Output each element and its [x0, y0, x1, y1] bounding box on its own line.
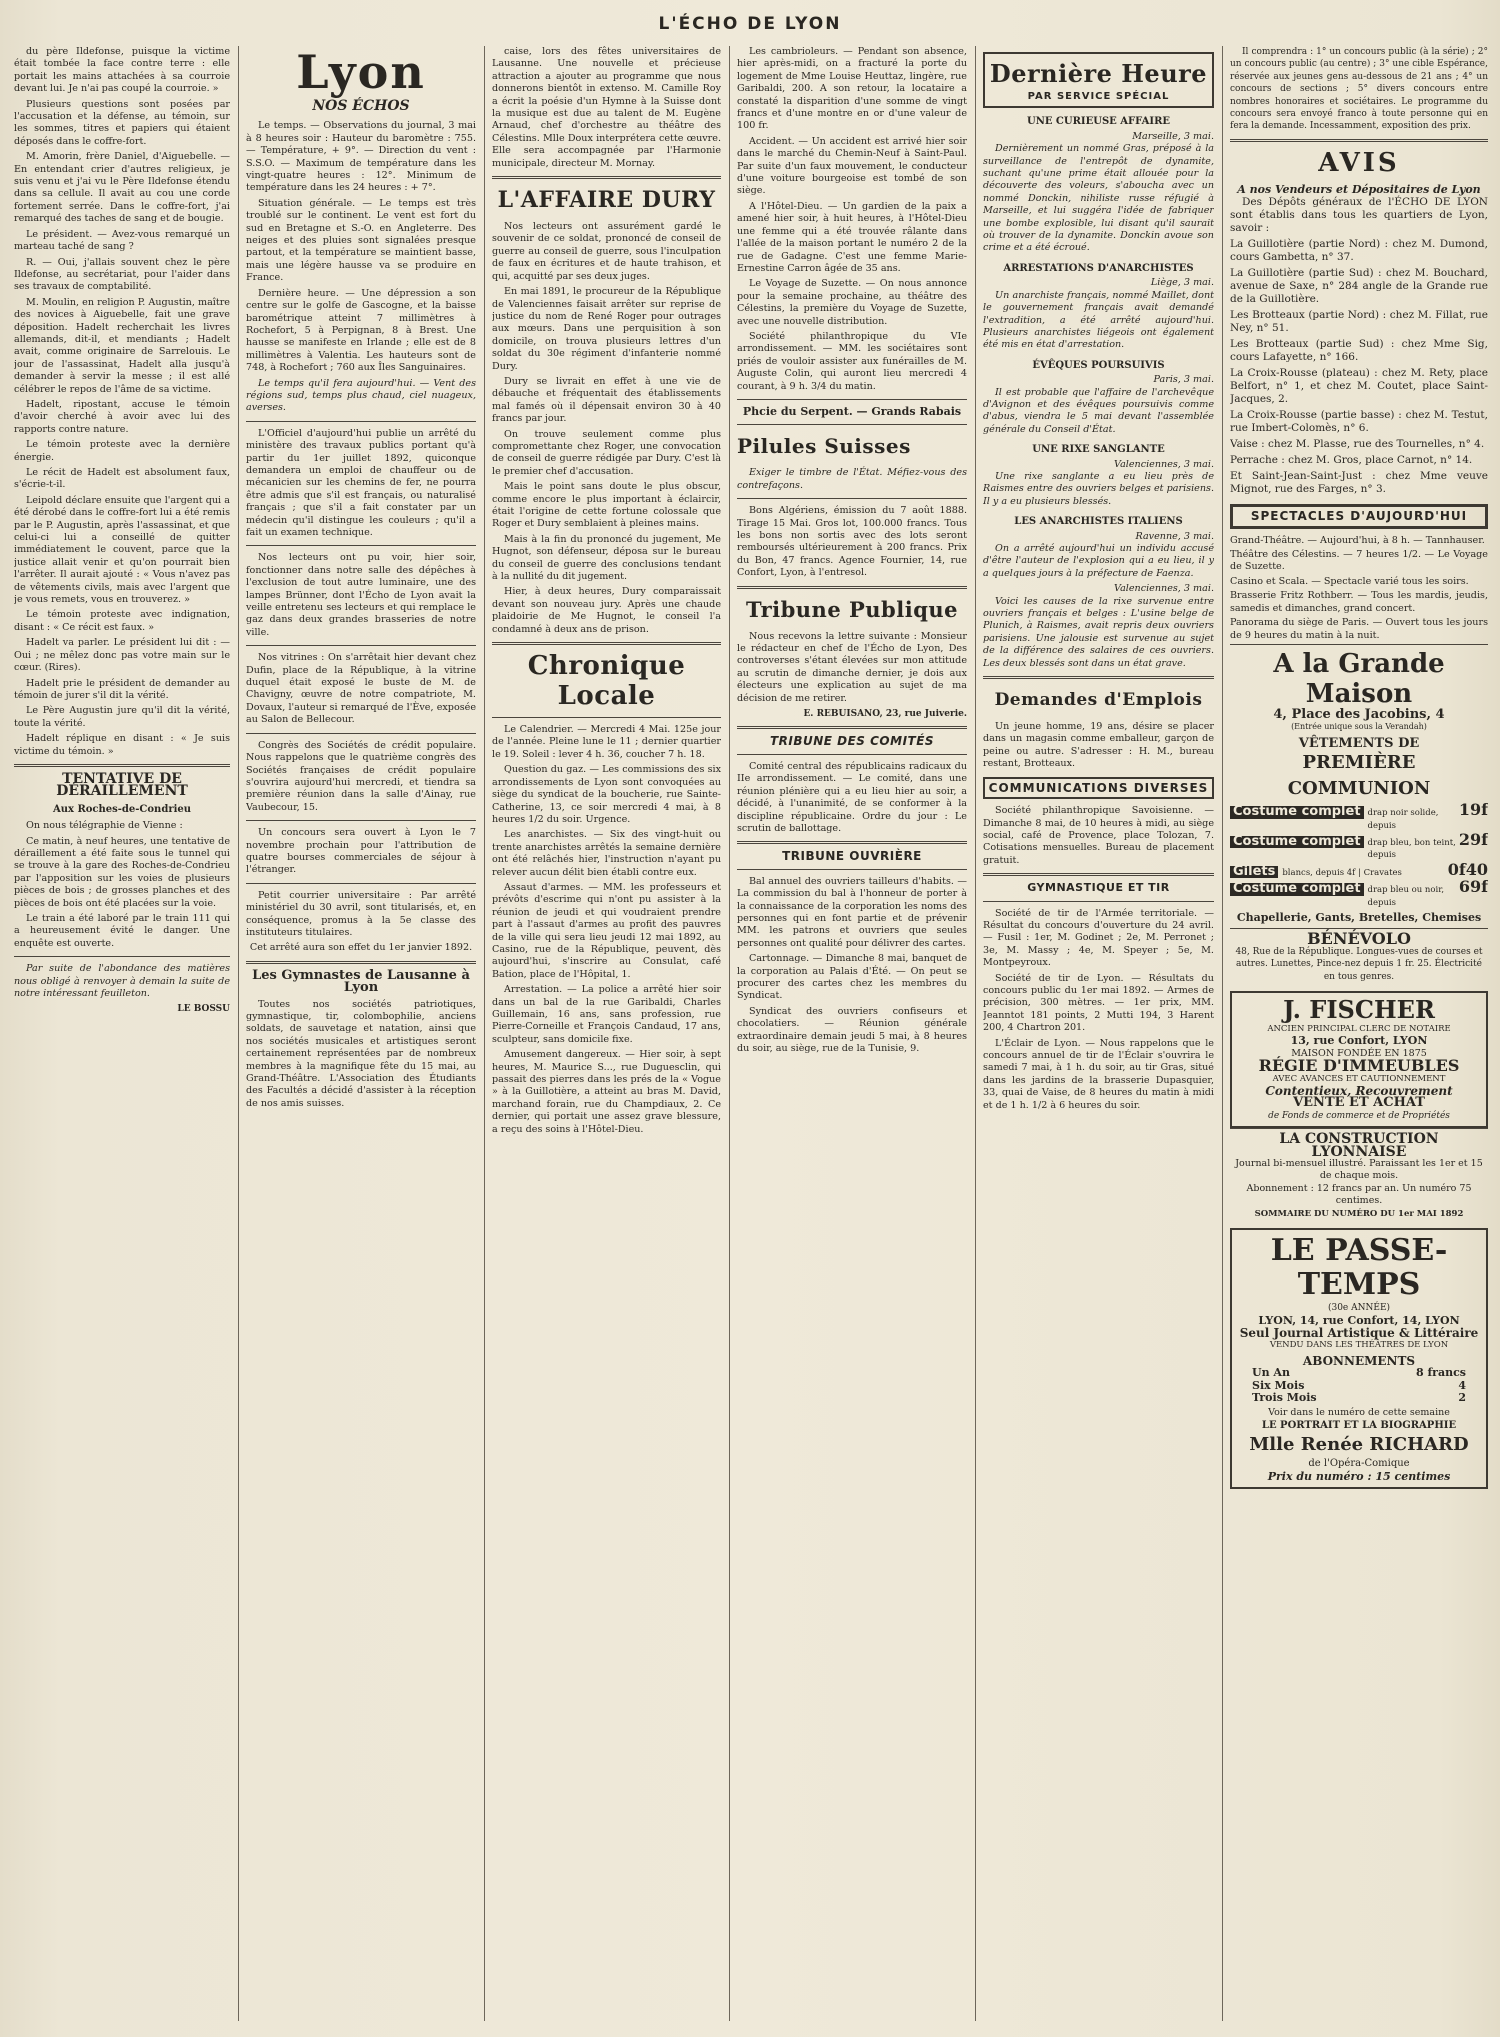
- advert-grande-maison: [1230, 644, 1488, 928]
- advert-text: Contentieux, Recouvrement: [1265, 1084, 1453, 1099]
- section-heading: COMMUNICATIONS DIVERSES: [988, 780, 1209, 795]
- paragraph: Le Voyage de Suzette. — On nous annonce pour la semaine prochaine, au théâtre des Célestins, la première du Voyage de Suzette, avec une nouvelle distribution.: [737, 278, 967, 327]
- advert-heading: Pilules Suisses: [737, 434, 911, 459]
- paragraph: Hadelt prie le président de demander au témoin de jurer s'il dit la vérité.: [14, 677, 230, 701]
- paragraph: Un anarchiste français, nommé Maillet, dont le gouvernement français avait demandé l'extradition, a été arrêté aujourd'hui. Plusieurs anarchistes liégeois ont également été mis en état d'arrestation.: [983, 289, 1214, 351]
- paragraph: Le récit de Hadelt est absolument faux, s'écrie-t-il.: [14, 467, 230, 491]
- notice-heading: AVIS: [1318, 147, 1400, 178]
- section-title: Lyon: [296, 46, 426, 99]
- advert-text: ANCIEN PRINCIPAL CLERC DE NOTAIRE: [1267, 1024, 1451, 1034]
- column-rule: [484, 46, 485, 2021]
- paragraph: Accident. — Un accident est arrivé hier soir dans le marché du Chemin-Neuf à Saint-Paul. Par suite d'un faux mouvement, le conducteur d'une voiture bourgeoise est tombé de son siège.: [737, 135, 967, 197]
- depot-item: La Guillotière (partie Nord) : chez M. Dumond, cours Gambetta, n° 37.: [1230, 238, 1488, 264]
- advert-text: Journal bi-mensuel illustré. Paraissant les 1er et 15 de chaque mois.: [1235, 1158, 1483, 1182]
- paragraph: R. — Oui, j'allais souvent chez le père Ildefonse, au secrétariat, pour l'aider dans ses travaux de comptabilité.: [14, 256, 230, 293]
- paragraph: M. Amorin, frère Daniel, d'Aiguebelle. — En entendant crier d'autres religieux, je suis venu et j'ai vu le Père Ildefonse étendu dans sa cellule. Il avait au cou une corde fortement serrée. Dans le coffre-fort, j'ai remarqué des taches de sang et de bougie.: [14, 151, 230, 225]
- price-label: Costume complet: [1230, 806, 1364, 818]
- breaking-news-box: [983, 52, 1214, 108]
- signature: E. REBUISANO, 23, rue Juiverie.: [803, 709, 967, 720]
- paragraph: Société philanthropique Savoisienne. — Dimanche 8 mai, de 10 heures à midi, au siège social, café de Provence, place Tolozan, 7. Cotisations mensuelles. Bureau de placement gratuit.: [983, 805, 1214, 866]
- article-heading: ARRESTATIONS D'ANARCHISTES: [1003, 262, 1194, 274]
- paragraph: Un concours sera ouvert à Lyon le 7 novembre prochain pour l'attribution de quatre bourses commerciales de séjour à l'étranger.: [246, 827, 476, 876]
- price-desc: drap noir solide, depuis: [1367, 808, 1439, 831]
- advert-footer: Chapellerie, Gants, Bretelles, Chemises: [1236, 910, 1482, 924]
- paragraph: Mais à la fin du prononcé du jugement, Me Hugnot, son défenseur, déposa sur le bureau du conseil de guerre des conclusions tendant à la nullité du dit jugement.: [492, 533, 721, 583]
- section-heading: Demandes d'Emplois: [994, 690, 1203, 711]
- advert-text: AVEC AVANCES ET CAUTIONNEMENT: [1272, 1073, 1446, 1084]
- advert-title: BÉNÉVOLO: [1307, 929, 1411, 949]
- paragraph: Dernièrement un nommé Gras, préposé à la surveillance de l'entrepôt de dynamite, suchant qu'une prime était allouée pour la découverte des voleurs, s'aboucha avec un nommé Donckin, nihiliste russe réfugié à Marseille, et lui suggéra l'idée de fabriquer une bombe explosible, lui disant qu'il saurait où trouver de la dynamite. Donckin avoue son crime et a été écroué.: [983, 143, 1214, 254]
- article-heading: Les Gymnastes de Lausanne à Lyon: [252, 967, 470, 996]
- paragraph: Société de tir de Lyon. — Résultats du concours public du 1er mai 1892. — Armes de précision, 300 mètres. — 1er prix, MM. Jeanntot 181 points, 2 Mutti 194, 3 Harent 200, 4 Chartron 201.: [983, 972, 1214, 1034]
- subscription-price: 4: [1458, 1378, 1466, 1392]
- spectacle-item: Brasserie Fritz Rothberr. — Tous les mardis, jeudis, samedis et dimanches, grand concert.: [1230, 590, 1488, 614]
- paragraph: On trouve seulement comme plus compromettante chez Roger, une convocation de conseil de guerre rédigée par Dury. C'est là le premier chef d'accusation.: [492, 428, 721, 477]
- depot-item: Et Saint-Jean-Saint-Just : chez Mme veuve Mignot, rue des Farges, n° 3.: [1230, 470, 1488, 496]
- paragraph: Le Calendrier. — Mercredi 4 Mai. 125e jour de l'année. Pleine lune le 11 ; dernier quartier le 19. Soleil : lever 4 h. 36, coucher 7 h. 18.: [492, 724, 721, 760]
- paragraph: Arrestation. — La police a arrêté hier soir dans un bal de la rue Garibaldi, Charles Guillemain, 16 ans, sans profession, rue Pierre-Corneille et François Candaud, 17 ans, sculpteur, sans domicile fixe.: [492, 984, 721, 1045]
- column-rule: [729, 46, 730, 2021]
- subscription-label: Un An: [1252, 1366, 1290, 1380]
- paragraph: Assaut d'armes. — MM. les professeurs et prévôts d'escrime qui n'ont pu assister à la réunion de jeudi et qui voudraient prendre part à l'assaut d'armes au profit des pauvres de la ville qui sera lieu jeudi 12 mai 1892, au Casino, rue de la République, peuvent, dès aujourd'hui, s'inscrire au Consulat, café Bation, place de l'Hôpital, 1.: [492, 881, 721, 980]
- paragraph: Cartonnage. — Dimanche 8 mai, banquet de la corporation au Palais d'Été. — On peut se procurer des cartes chez les membres du Syndicat.: [737, 953, 967, 1002]
- advert-text: LE PORTRAIT ET LA BIOGRAPHIE: [1261, 1419, 1457, 1431]
- article-heading: ÉVÊQUES POURSUIVIS: [1032, 359, 1165, 371]
- divider: [983, 873, 1214, 876]
- subscription-label: Trois Mois: [1252, 1390, 1317, 1404]
- paragraph: Situation générale. — Le temps est très troublé sur le continent. Le vent est fort du sud en Bretagne et S.-O. en Angleterre. Des neiges et des pluies sont signalées presque partout, et la température se maintient basse, mais une légère hausse va se produire en France.: [246, 197, 476, 284]
- paragraph: Congrès des Sociétés de crédit populaire. Nous rappelons que le quatrième congrès des Sociétés françaises de crédit populaire s'ouvrira aujourd'hui mercredi, et tiendra sa première réunion dans la salle d'Ainay, rue Vaubecour, 15.: [246, 739, 476, 813]
- article-heading: TENTATIVE DE DÉRAILLEMENT: [56, 770, 188, 800]
- depot-item: Vaise : chez M. Plasse, rue des Tournelles, n° 4.: [1230, 438, 1485, 451]
- price-value: 29f: [1458, 829, 1488, 849]
- advert-text: Abonnement : 12 francs par an. Un numéro 75 centimes.: [1246, 1182, 1472, 1207]
- spectacles-list: [1230, 535, 1488, 642]
- paragraph: Hadelt, ripostant, accuse le témoin d'avoir cherché à avoir avec lui des rapports contre nature.: [14, 398, 230, 435]
- paragraph: Exiger le timbre de l'État. Méfiez-vous des contrefaçons.: [737, 467, 967, 491]
- divider: [14, 764, 230, 767]
- article-subheading: Aux Roches-de-Condrieu: [52, 803, 192, 815]
- divider: [246, 961, 476, 964]
- article-heading: UNE RIXE SANGLANTE: [1032, 444, 1165, 456]
- paragraph: A l'Hôtel-Dieu. — Un gardien de la paix a amené hier soir, à huit heures, à l'Hôtel-Dieu une femme qui a été trouvée râlante dans l'allée de la maison portant le numéro 2 de la rue de Gadagne. C'est une femme Marie-Ernestine Carron âgée de 35 ans.: [737, 200, 967, 274]
- section-box: [1230, 504, 1488, 528]
- paragraph: L'Éclair de Lyon. — Nous rappelons que le concours annuel de tir de l'Éclair s'ouvrira le samedi 7 mai, à 1 h. du soir, au tir Gras, situé dans les jardins de la brasserie Dupasquier, 33, quai de Vaise, de 8 heures du matin à midi et de 1 h. 1/2 à 6 heures du soir.: [983, 1037, 1214, 1111]
- paragraph: Toutes nos sociétés patriotiques, gymnastique, tir, colombophilie, anciens soldats, de sauvetage et natation, ainsi que nos sociétés musicales et artistiques seront certainement représentées par de nombreux membres à la magnifique fête du 15 mai, au Grand-Théâtre. L'Association des Étudiants des Facultés a décidé d'assister à la réception de nos amis suisses.: [246, 998, 476, 1109]
- section-subtitle: NOS ÉCHOS: [312, 98, 410, 114]
- advert-text: 48, Rue de la République. Longues-vues de courses et autres. Lunettes, Pince-nez depuis 1 fr. 25. Électricité en tous genres.: [1235, 946, 1483, 982]
- paragraph: Voici les causes de la rixe survenue entre ouvriers français et belges : L'usine belge de Plunich, à Raismes, avait repris deux ouvriers parisiens. Une jalousie est survenue au sujet de la différence des salaires de ces ouvriers. Les deux blessés sont dans un état grave.: [983, 595, 1214, 669]
- advert-text: Prix du numéro : 15 centimes: [1267, 1469, 1451, 1483]
- paragraph: Mais le point sans doute le plus obscur, comme encore le plus important à éclaircir, était l'origine de cette fortune colossale que Roger et Dury semblaient à pleines mains.: [492, 481, 721, 530]
- section-heading: Tribune Publique: [745, 596, 959, 622]
- paragraph: Cet arrêté aura son effet du 1er janvier 1892.: [249, 942, 473, 954]
- paragraph: Le témoin proteste avec la dernière énergie.: [14, 439, 230, 463]
- subscription-price: 8 francs: [1415, 1366, 1466, 1380]
- paragraph: Un jeune homme, 19 ans, désire se placer dans un magasin comme emballeur, garçon de peine ou autre. S'adresser : H. M., bureau restant, Brotteaux.: [983, 721, 1214, 770]
- paragraph: Dury se livrait en effet à une vie de débauche et fréquentait des établissements mal famés où il dépensait environ 30 à 40 francs par jour.: [492, 375, 721, 425]
- paragraph: Nos lecteurs ont assurément gardé le souvenir de ce soldat, prononcé de conseil de guerre au conseil de guerre, sous l'inculpation de faux en écritures et de haute trahison, et qui, acquitté par ses deux juges.: [492, 221, 721, 282]
- paragraph: Hadelt réplique en disant : « Je suis victime du témoin. »: [14, 733, 230, 757]
- column-rule: [238, 46, 239, 2021]
- paragraph: Le témoin proteste avec indignation, disant : « Ce récit est faux. »: [14, 609, 230, 633]
- divider: [737, 424, 967, 425]
- advert-text: de Fonds de commerce et de Propriétés: [1268, 1110, 1450, 1121]
- advert-address: 4, Place des Jacobins, 4: [1273, 706, 1445, 722]
- advert-title: LA CONSTRUCTION LYONNAISE: [1279, 1131, 1439, 1160]
- column-5: [983, 46, 1214, 2021]
- section-box: [983, 777, 1214, 799]
- price-desc: drap bleu, bon teint, depuis: [1367, 837, 1456, 861]
- advert-text: Voir dans le numéro de cette semaine: [1268, 1407, 1450, 1419]
- advert-subtitle: PREMIÈRE COMMUNION: [1287, 752, 1431, 800]
- paragraph: Les anarchistes. — Six des vingt-huit ou trente anarchistes arrêtés la semaine dernière ont été relâchés hier, l'instruction n'ayant pu relever aucun délit bien établi contre eux.: [492, 829, 721, 878]
- paragraph: Société de tir de l'Armée territoriale. — Résultat du concours d'ouverture du 24 avril. — Fusil : 1er, M. Godinet ; 2e, M. Perronet ; 3e, M. Massy ; 4e, M. Speyer ; 5e, M. Montpeyroux.: [983, 907, 1214, 969]
- paragraph: Le président. — Avez-vous remarqué un marteau taché de sang ?: [14, 228, 230, 253]
- divider: [492, 717, 721, 718]
- advert-subtitle: RÉGIE D'IMMEUBLES: [1258, 1056, 1460, 1076]
- paragraph: Nous recevons la lettre suivante : Monsieur le rédacteur en chef de l'Écho de Lyon, Des controverses s'étant élevées sur mon attitude au scrutin de dimanche dernier, je dois aux électeurs une explication au sujet de ma décision de me retirer.: [737, 630, 967, 704]
- divider: [246, 545, 476, 546]
- price-row: [1230, 877, 1488, 909]
- notice-subheading: A nos Vendeurs et Dépositaires de Lyon: [1237, 182, 1481, 196]
- column-2: [246, 46, 476, 2021]
- paragraph: M. Moulin, en religion P. Augustin, maître des novices à Aiguebelle, fait une grave déposition. Hadelt recherchait les livres allemands, dit-il, et mendiants ; Hadelt avait, comme originaire de Sarrelouis. Le jour de l'assassinat, Hadelt alla jusqu'à demander à servir la messe ; il est allé célébrer le repos de l'âme de sa victime.: [14, 296, 230, 395]
- dateline: Ravenne, 3 mai.: [1135, 530, 1214, 542]
- signature: LE BOSSU: [177, 1004, 230, 1015]
- price-row: [1230, 829, 1488, 862]
- advert-construction: [1230, 1128, 1488, 1224]
- column-3: [492, 46, 721, 2021]
- paragraph: Le temps. — Observations du journal, 3 mai à 8 heures soir : Hauteur du baromètre : 755. — Température, + 9°. — Direction du vent : S.S.O. — Maximum de température dans les vingt-quatre heures : 12°. Minimum de température dans les 24 heures : + 7°.: [246, 120, 476, 194]
- advert-text: SOMMAIRE DU NUMÉRO DU 1er MAI 1892: [1254, 1208, 1464, 1219]
- section-heading: TRIBUNE DES COMITÉS: [769, 734, 935, 749]
- divider: [246, 820, 476, 821]
- advert-benevolo: [1230, 928, 1488, 987]
- divider: [492, 176, 721, 179]
- paragraph: On nous télégraphie de Vienne :: [26, 820, 183, 832]
- price-label: Costume complet: [1230, 836, 1364, 848]
- article-heading: LES ANARCHISTES ITALIENS: [1014, 516, 1183, 528]
- paragraph: Il est probable que l'affaire de l'archevêque d'Avignon et des évêques poursuivis comme d'abus, viendra le 5 mai devant l'assemblée générale du Conseil d'État.: [983, 386, 1214, 435]
- advert-passe-temps: [1230, 1228, 1488, 1489]
- advert-text: VENDU DANS LES THÉÂTRES DE LYON: [1269, 1340, 1449, 1351]
- paragraph: Le train a été laboré par le train 111 qui a heureusement évité le danger. Une enquête est ouverte.: [14, 913, 230, 949]
- paragraph: du père Ildefonse, puisque la victime était tombée la face contre terre : elle portait les mains attachées à sa courroie devant lui. Je n'ai pas coupé la courroie. »: [14, 46, 230, 95]
- price-label: Costume complet: [1230, 883, 1364, 895]
- divider: [737, 498, 967, 499]
- paragraph: Nos vitrines : On s'arrêtait hier devant chez Dufin, place de la République, à la vitrine duquel était exposé le buste de M. de Chavigny, œuvre de notre compatriote, M. Dovaux, l'auteur si remarqué de l'Ève, exposée au Salon de Bellecour.: [246, 652, 476, 726]
- paragraph: Une rixe sanglante a eu lieu près de Raismes entre des ouvriers belges et parisiens. Il y a eu plusieurs blessés.: [983, 470, 1214, 507]
- paragraph: Bons Algériens, émission du 7 août 1888. Tirage 15 Mai. Gros lot, 100.000 francs. Tous les bons non sortis avec des lots seront remboursés ultérieurement à 200 francs. Prix du Bon, 47 francs. Agence Fournier, 14, rue Confort, Lyon, à l'entresol.: [737, 505, 967, 579]
- advert-address: 13, rue Confort, LYON: [1290, 1034, 1428, 1048]
- divider: [983, 676, 1214, 679]
- advert-title: A la Grande Maison: [1273, 648, 1445, 709]
- spectacle-item: Grand-Théâtre. — Aujourd'hui, à 8 h. — Tannhauser.: [1230, 534, 1485, 546]
- advert-subtitle: ABONNEMENTS: [1302, 1353, 1416, 1368]
- dateline: Liège, 3 mai.: [1150, 277, 1214, 289]
- divider: [246, 645, 476, 646]
- divider: [737, 399, 967, 400]
- divider: [246, 421, 476, 422]
- paragraph: Petit courrier universitaire : Par arrêté ministériel du 30 avril, sont titularisés, et, en conséquence, promus à la 5e classe des instituteurs titulaires.: [246, 889, 476, 938]
- advert-title: LE PASSE-TEMPS: [1270, 1233, 1448, 1303]
- divider: [737, 754, 967, 755]
- depot-item: Les Brotteaux (partie Nord) : chez M. Fillat, rue Ney, n° 51.: [1230, 309, 1488, 335]
- paragraph: caise, lors des fêtes universitaires de Lausanne. Une nouvelle et précieuse attraction a ajouter au programme que nous donnerons bientôt in extenso. M. Camille Roy a écrit la poésie d'un Hymne à la Suisse dont la musique est due au talent de M. Eugène Arnaud, chef d'orchestre au théâtre des Célestins. Mlle Doux interprétera cette œuvre. Elle sera accompagnée par l'Harmonie municipale, directeur M. Mornay.: [492, 46, 721, 169]
- advert-subtitle: Seul Journal Artistique & Littéraire: [1239, 1325, 1479, 1340]
- subscription-row: [1252, 1367, 1466, 1379]
- price-label: Gilets: [1230, 866, 1278, 878]
- paragraph: Question du gaz. — Les commissions des six arrondissements de Lyon sont convoquées au siège du syndicat de la boucherie, rue Sainte-Catherine, 13, ce soir mercredi 4 mai, à 8 heures 1/2 du soir. Urgence.: [492, 764, 721, 825]
- advert-address: LYON, 14, rue Confort, 14, LYON: [1258, 1313, 1460, 1327]
- masthead: L'ÉCHO DE LYON: [658, 14, 842, 34]
- paragraph: Dernière heure. — Une dépression a son centre sur le golfe de Gascogne, et la baisse barométrique atteint 7 millimètres à Rochefort, 5 à Perpignan, 8 à Brest. Une hausse se manifeste en Irlande ; elle est de 8 millimètres à Valentia. Les hauteurs sont de 748, à Rochefort ; 760 aux Îles Sanguinaires.: [246, 287, 476, 374]
- price-value: 0f40: [1447, 859, 1488, 879]
- section-heading: GYMNASTIQUE ET TIR: [1027, 881, 1170, 895]
- column-4: [737, 46, 967, 2021]
- depot-list: [1230, 238, 1488, 496]
- price-value: 69f: [1458, 877, 1488, 897]
- paragraph: Bal annuel des ouvriers tailleurs d'habits. — La commission du bal à l'honneur de porter à la connaissance de la corporation les noms des personnes qui en font partie et de prévenir MM. les patrons et ouvriers que seules personnes ont qualité pour délivrer des cartes.: [737, 875, 967, 949]
- dateline: Valenciennes, 3 mai.: [1114, 458, 1214, 470]
- column-6: [1230, 46, 1488, 2021]
- advert-note: (Entrée unique sous la Verandah): [1291, 722, 1427, 732]
- paragraph: Amusement dangereux. — Hier soir, à sept heures, M. Maurice S..., rue Duguesclin, qui passait des pierres dans les prés de la « Vogue » à la Guillotière, a atteint au bras M. David, marchand forain, rue du Champdiaux, 2. Ce dernier, qui portait une assez grave blessure, a reçu des soins à l'Hôtel-Dieu.: [492, 1049, 721, 1135]
- article-heading: UNE CURIEUSE AFFAIRE: [1026, 116, 1171, 128]
- paragraph: Comité central des républicains radicaux du IIe arrondissement. — Le comité, dans une réunion plénière qui a eu lieu hier au soir, a décidé, à l'unanimité, de se conformer à la discipline républicaine. Ordre du jour : Le scrutin de ballottage.: [737, 760, 967, 834]
- article-heading: L'AFFAIRE DURY: [497, 187, 716, 214]
- advert-subtitle: VÊTEMENTS DE: [1298, 735, 1420, 751]
- price-row: [1230, 859, 1488, 879]
- paragraph: Société philanthropique du VIe arrondissement. — MM. les sociétaires sont priés de vouloir assister aux funérailles de M. Auguste Colin, qui auront lieu mercredi 4 courant, à 9 h. 3/4 du matin.: [737, 330, 967, 392]
- divider: [737, 586, 967, 589]
- divider: [737, 841, 967, 844]
- section-heading: TRIBUNE OUVRIÈRE: [782, 849, 922, 864]
- subscription-list: [1232, 1367, 1486, 1404]
- depot-item: La Croix-Rousse (plateau) : chez M. Rety, place Belfort, n° 1, et chez M. Coutet, place Saint-Jacques, 2.: [1230, 367, 1488, 406]
- paragraph: Leipold déclare ensuite que l'argent qui a été dérobé dans le coffre-fort lui a été remis par le P. Augustin, après l'assassinat, et que celui-ci lui a conseillé de quitter immédiatement le couvent, parce que la justice allait venir et qu'on pourrait bien l'arrêter. Il aurait ajouté : « Vous n'avez pas de vêtements civils, mais avec l'argent que je vous remets, vous en trouverez. »: [14, 494, 230, 606]
- paragraph: Hier, à deux heures, Dury comparaissait devant son nouveau jury. Après une chaude plaidoirie de Me Hugnot, le conseil l'a condamné à deux ans de prison.: [492, 586, 721, 635]
- paragraph: Le Père Augustin jure qu'il dit la vérité, toute la vérité.: [14, 705, 230, 729]
- advert-heading: Phcie du Serpent. — Grands Rabais: [742, 404, 962, 418]
- column-1: [14, 46, 230, 2021]
- divider: [737, 726, 967, 729]
- advert-title: J. FISCHER: [1283, 995, 1435, 1024]
- paragraph: Le temps qu'il fera aujourd'hui. — Vent des régions sud, temps plus chaud, ciel nuageux, averses.: [246, 377, 476, 414]
- depot-item: Perrache : chez M. Gros, place Carnot, n° 14.: [1230, 454, 1473, 467]
- paragraph: Des Dépôts généraux de l'ÉCHO DE LYON sont établis dans tous les quartiers de Lyon, savoir :: [1230, 196, 1488, 235]
- column-rule: [1222, 46, 1223, 2021]
- paragraph: Plusieurs questions sont posées par l'accusation et la défense, au témoin, sur les sommes, titres et papiers qui étaient déposés dans le coffre-fort.: [14, 98, 230, 147]
- paragraph: En mai 1891, le procureur de la République de Valenciennes faisait arrêter sur reprise de justice du nom de René Roger pour outrages aux mœurs. Dans une perquisition à son domicile, on trouva plusieurs lettres d'un soldat du 30e régiment d'infanterie nommé Dury.: [492, 286, 721, 372]
- paragraph: Les cambrioleurs. — Pendant son absence, hier après-midi, on a fracturé la porte du logement de Mme Louise Heuttaz, lingère, rue Garibaldi, 200. A son retour, la locataire a constaté la disparition d'une somme de vingt francs et d'une montre en or d'une valeur de 100 fr.: [737, 46, 967, 132]
- advert-text: MAISON FONDÉE EN 1875: [1291, 1047, 1427, 1059]
- divider: [1230, 139, 1488, 142]
- divider: [14, 956, 230, 957]
- paragraph: Hadelt va parler. Le président lui dit : — Oui ; ne mêlez donc pas votre main sur le cœur. (Rires).: [14, 637, 230, 674]
- paragraph: Ce matin, à neuf heures, une tentative de déraillement a été faite sous le tunnel qui se trouve à la gare des Roches-de-Condrieu par l'apposition sur les voies de plusieurs pièces de bois ; de grosses planches et des pièces de bois ont été placées sur la voie.: [14, 835, 230, 909]
- spectacle-item: Théâtre des Célestins. — 7 heures 1/2. — Le Voyage de Suzette.: [1230, 549, 1488, 573]
- subscription-price: 2: [1458, 1390, 1466, 1404]
- paragraph: L'Officiel d'aujourd'hui publie un arrêté du ministère des travaux publics portant qu'à partir du 1er juillet 1892, quiconque demandera un emploi de chauffeur ou de mécanicien sur les chemins de fer, ne pourra être admis que s'il est français, ou naturalisé français ; que s'il a fait constater par un médecin qu'il distingue les couleurs ; qu'il a fait un examen technique.: [246, 427, 476, 538]
- divider: [492, 642, 721, 645]
- paragraph: Il comprendra : 1° un concours public (à la série) ; 2° un concours public (au centre) ; 3° une cible Espérance, réservée aux jeunes gens au-dessous de 21 ans ; 4° un concours de sections ; 5° divers concours entre nombres honoraires et sociétaires. Le programme du concours sera envoyé franco à toute personne qui en fera la demande. Incessamment, exposition des prix.: [1230, 47, 1488, 132]
- price-desc: blancs, depuis 4f | Cravates: [1282, 867, 1402, 878]
- dateline: Valenciennes, 3 mai.: [1114, 583, 1214, 595]
- advert-text: VENTE ET ACHAT: [1293, 1095, 1425, 1111]
- divider: [737, 869, 967, 870]
- price-list: [1230, 800, 1488, 909]
- depot-item: La Guillotière (partie Sud) : chez M. Bouchard, avenue de Saxe, n° 284 angle de la Grande rue de la Guillotière.: [1230, 267, 1488, 306]
- paragraph: Nos lecteurs ont pu voir, hier soir, fonctionner dans notre salle des dépêches à l'exclusion de tout autre luminaire, une des lampes Brünner, dont l'Écho de Lyon avait la veille entretenu ses lecteurs et qui remplace le gaz dans deux grandes brasseries de notre ville.: [246, 552, 476, 638]
- dateline: Marseille, 3 mai.: [1132, 130, 1214, 142]
- spectacle-item: Casino et Scala. — Spectacle varié tous les soirs.: [1230, 575, 1469, 587]
- advert-text: Mlle Renée RICHARD: [1249, 1434, 1469, 1456]
- paragraph: Syndicat des ouvriers confiseurs et chocolatiers. — Réunion générale extraordinaire demain jeudi 5 mai, à 8 heures du soir, au siège, rue de la Tunisie, 9.: [737, 1005, 967, 1054]
- paragraph: Par suite de l'abondance des matières nous obligé à renvoyer à demain la suite de notre intéressant feuilleton.: [14, 963, 230, 1000]
- divider: [983, 901, 1214, 902]
- spectacle-item: Panorama du siège de Paris. — Ouvert tous les jours de 9 heures du matin à la nuit.: [1230, 617, 1488, 641]
- advert-text: (30e ANNÉE): [1327, 1303, 1391, 1314]
- advert-text: de l'Opéra-Comique: [1308, 1458, 1410, 1470]
- advert-fischer: [1230, 991, 1488, 1128]
- divider: [246, 733, 476, 734]
- depot-item: La Croix-Rousse (partie basse) : chez M. Testut, rue Imbert-Colomès, n° 6.: [1230, 409, 1488, 435]
- paragraph: On a arrêté aujourd'hui un individu accusé d'être l'auteur de l'explosion qui a eu lieu, il y a quelques jours à la préfecture de Faenza.: [983, 543, 1214, 579]
- column-rule: [975, 46, 976, 2021]
- price-value: 19f: [1458, 800, 1488, 820]
- section-subheading: PAR SERVICE SPÉCIAL: [1027, 91, 1170, 102]
- depot-item: Les Brotteaux (partie Sud) : chez Mme Sig, cours Lafayette, n° 166.: [1230, 338, 1488, 364]
- section-heading: Chronique Locale: [527, 651, 686, 712]
- dateline: Paris, 3 mai.: [1153, 374, 1214, 386]
- divider: [246, 883, 476, 884]
- price-row: [1230, 800, 1488, 832]
- section-heading: SPECTACLES D'AUJOURD'HUI: [1250, 509, 1468, 524]
- section-heading: Dernière Heure: [989, 59, 1208, 88]
- subscription-row: [1252, 1392, 1466, 1404]
- subscription-label: Six Mois: [1252, 1378, 1305, 1392]
- price-desc: drap bleu ou noir, depuis: [1367, 885, 1445, 908]
